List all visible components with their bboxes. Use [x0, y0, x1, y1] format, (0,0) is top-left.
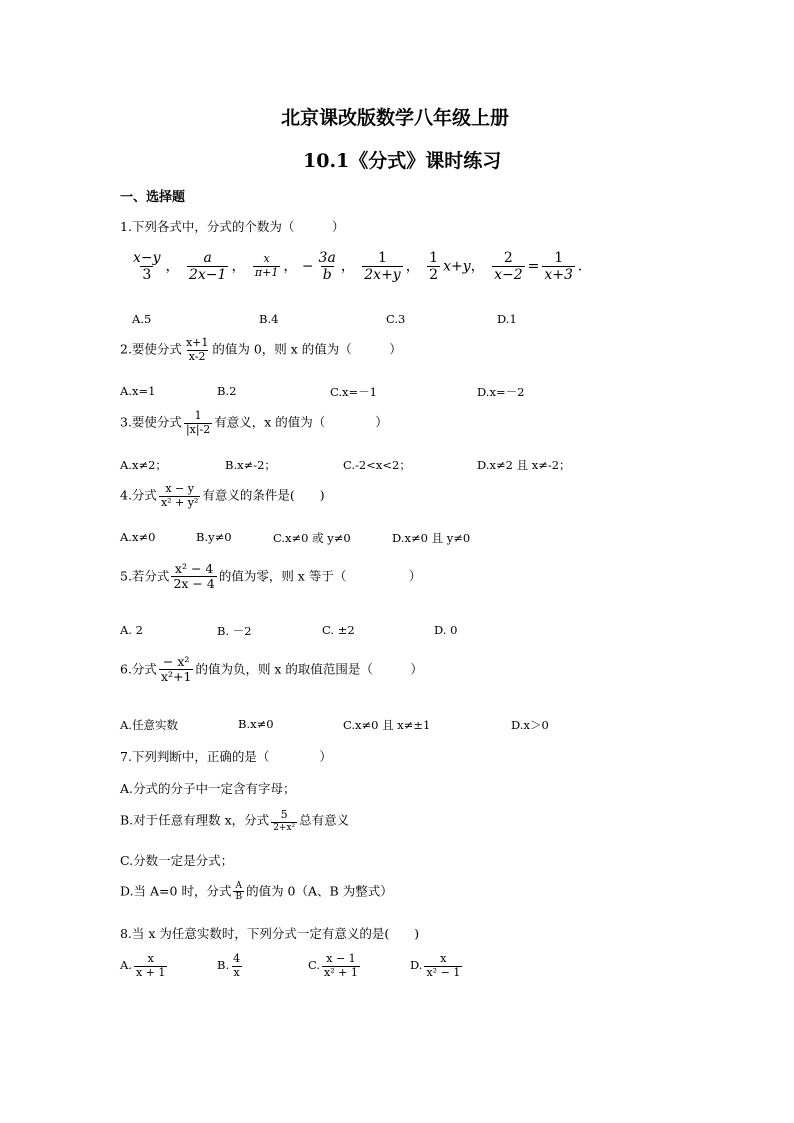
question-6-stem: 6.分式 $\frac{\text{− x²}}{\text{x²+1}}$ 的值为负，则 x 的取值范围是（ ）	[120, 654, 423, 685]
fraction: $\frac{1}{|x|-2}$	[185, 409, 211, 436]
option-a: A.x≠2；	[120, 458, 167, 472]
option-c: C.x=－1	[330, 385, 377, 399]
question-2-stem: 2.要使分式 $\frac{x+1}{x-2}$ 的值为 0，则 x 的值为（ ）	[120, 336, 402, 363]
fraction: $\frac{x}{\pi+1}$	[254, 252, 279, 280]
option-b: B. －2	[217, 624, 252, 638]
option-a: A.任意实数	[120, 718, 178, 732]
option-d: D.1	[497, 312, 517, 326]
section-heading: 一、选择题	[120, 190, 186, 205]
option-c: C.-2<x<2；	[343, 458, 411, 472]
fraction: $\frac{x+1}{x-2}$	[185, 336, 209, 363]
option-d: D.x≠2 且 x≠-2；	[477, 458, 571, 472]
option-c: C.x≠0 或 y≠0	[273, 531, 351, 545]
question-7-stem: 7.下列判断中，正确的是（ ）	[120, 749, 332, 764]
option-d: D.当 A=0 时，分式 $\frac{A}{B}$ 的值为 0（A、B 为整式）	[120, 881, 393, 903]
question-1-stem: 1.下列各式中，分式的个数为（ ）	[120, 219, 345, 234]
option-a: A. 2	[120, 623, 143, 637]
fraction: $\frac{\text{− x²}}{\text{x²+1}}$	[160, 654, 192, 685]
option-b: B.2	[217, 384, 237, 398]
fraction: $\frac{4}{x}$	[233, 952, 241, 979]
fraction: $\frac{x - y}{\text{x² + y²}}$	[160, 482, 199, 509]
question-1-expressions: $\frac{x-y}{3}$ ， $\frac{a}{2x-1}$ ， $\frac{x}{\pi+1}$ ， − $\frac{3a}{b}$ ， $\frac{1}{2x+y}$ ， $\frac{1}{2}$ x+y， $\frac{2}{x-2}$ = $\frac{1}{x+3}$ .	[133, 250, 583, 284]
question-5-stem: 5.若分式 $\frac{\text{x² − 4}}{2x - 4}$ 的值为零，则 x 等于（ ）	[120, 561, 422, 592]
option-c: C. ±2	[322, 623, 355, 637]
fraction: $\frac{x-y}{3}$	[133, 250, 161, 284]
option-b: B.x≠-2；	[225, 458, 276, 472]
option-d: D.x=－2	[477, 385, 525, 399]
question-4-stem: 4.分式 $\frac{x - y}{\text{x² + y²}}$ 有意义的条件是( )	[120, 482, 325, 509]
option-a: A.5	[132, 312, 152, 326]
fraction: $\frac{\text{x² − 4}}{2x - 4}$	[173, 561, 215, 592]
fraction: $\frac{x}{\text{x² − 1}}$	[426, 952, 461, 979]
option-a: A.分式的分子中一定含有字母；	[120, 781, 296, 796]
option-a: A.x≠0	[120, 530, 156, 544]
option-c: C.分数一定是分式；	[120, 853, 234, 868]
page-subtitle: 10.1《分式》课时练习	[303, 150, 502, 172]
option-a: A. $\frac{x}{x + 1}$	[120, 952, 166, 979]
fraction: $\frac{1}{2}$	[429, 250, 439, 284]
fraction: $\frac{a}{2x-1}$	[189, 250, 227, 284]
option-c: C.3	[386, 312, 406, 326]
fraction: $\frac{x}{x + 1}$	[135, 952, 166, 979]
option-b: B.4	[259, 312, 279, 326]
fraction: $\frac{1}{2x+y}$	[364, 250, 401, 284]
option-b: B.x≠0	[238, 717, 274, 731]
option-a: A.x=1	[120, 384, 156, 398]
fraction: $\frac{3a}{b}$	[318, 250, 336, 284]
question-3-stem: 3.要使分式 $\frac{1}{|x|-2}$ 有意义，x 的值为（ ）	[120, 409, 388, 436]
fraction: $\frac{5}{\text{2+x²}}$	[273, 808, 296, 833]
fraction: $\frac{1}{x+3}$	[544, 250, 573, 284]
option-b: B.对于任意有理数 x，分式 $\frac{5}{\text{2+x²}}$ 总有意义	[120, 808, 350, 833]
fraction: $\frac{A}{B}$	[235, 881, 243, 903]
option-c: C.x≠0 且 x≠±1	[343, 718, 431, 732]
fraction: $\frac{2}{x-2}$	[494, 250, 523, 284]
page-title: 北京课改版数学八年级上册	[281, 107, 510, 129]
fraction: $\frac{x - 1}{\text{x² + 1}}$	[324, 952, 358, 979]
option-b: B.y≠0	[196, 530, 232, 544]
option-d: D. $\frac{x}{\text{x² − 1}}$	[410, 952, 461, 979]
option-c: C. $\frac{x - 1}{\text{x² + 1}}$	[308, 952, 358, 979]
option-d: D. 0	[434, 623, 458, 637]
question-8-stem: 8.当 x 为任意实数时，下列分式一定有意义的是( )	[120, 926, 420, 941]
option-b: B. $\frac{4}{x}$	[217, 952, 241, 979]
option-d: D.x＞0	[511, 718, 549, 732]
option-d: D.x≠0 且 y≠0	[392, 531, 471, 545]
